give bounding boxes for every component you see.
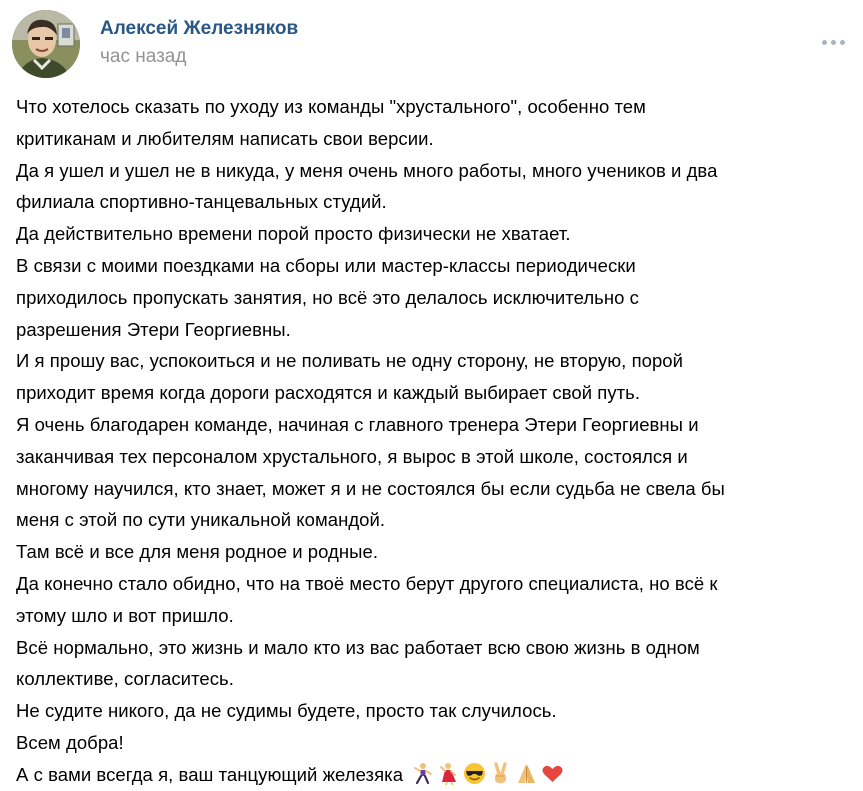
- text-line: меня с этой по сути уникальной командой.: [16, 509, 386, 531]
- red-heart-icon: [541, 762, 564, 785]
- text-line: Да я ушел и ушел не в никуда, у меня очень много работы, много учеников и два: [16, 159, 718, 181]
- author-name-link[interactable]: Алексей Железняков: [100, 18, 299, 39]
- dot-icon: [822, 40, 827, 45]
- text-line: этому шло и вот пришло.: [16, 604, 234, 626]
- text-line: Что хотелось сказать по уходу из команды "хрустального", особенно тем: [16, 96, 646, 117]
- dot-icon: [840, 40, 845, 45]
- woman-dancing-icon: [437, 762, 460, 785]
- text-line: коллективе, согласитесь.: [16, 668, 234, 690]
- text-line: В связи с моими поездками на сборы или мастер-классы периодически: [16, 254, 636, 276]
- post-text: [16, 91, 846, 791]
- dot-icon: [831, 40, 836, 45]
- text-line: И я прошу вас, успокоиться и не поливать не одну сторону, не вторую, порой: [16, 350, 684, 372]
- man-dancing-icon: [411, 762, 434, 785]
- folded-hands-icon: [515, 762, 538, 785]
- last-line-text: А с вами всегда я, ваш танцующий железяка: [16, 763, 404, 785]
- avatar-photo: [12, 10, 80, 78]
- text-line: заканчивая тех персоналом хрустального, я вырос в этой школе, состоялся и: [16, 445, 688, 467]
- text-line: филиала спортивно-танцевальных студий.: [16, 191, 387, 213]
- text-line: критиканам и любителям написать свои версии.: [16, 127, 434, 149]
- text-line: Всем добра!: [16, 731, 124, 753]
- text-line: Да действительно времени порой просто физически не хватает.: [16, 223, 571, 245]
- text-line: приходит время когда дороги расходятся и каждый выбирает свой путь.: [16, 382, 641, 404]
- more-options-button[interactable]: [815, 32, 851, 52]
- sunglasses-face-icon: [463, 762, 486, 785]
- post-header: [12, 8, 851, 82]
- text-line: многому научился, кто знает, может я и не состоялся бы если судьба не свела бы: [16, 477, 725, 499]
- text-line: Да конечно стало обидно, что на твоё место берут другого специалиста, но всё к: [16, 572, 718, 594]
- author-avatar[interactable]: [12, 10, 80, 78]
- post-time-link[interactable]: час назад: [100, 46, 187, 67]
- text-line: приходилось пропускать занятия, но всё это делалось исключительно с: [16, 286, 639, 308]
- text-line: разрешения Этери Георгиевны.: [16, 318, 291, 340]
- text-line: Там всё и все для меня родное и родные.: [16, 541, 379, 563]
- text-line-last: [16, 759, 846, 791]
- author-info: [100, 17, 298, 69]
- victory-hand-icon: [489, 762, 512, 785]
- text-line: Я очень благодарен команде, начиная с главного тренера Этери Георгиевны и: [16, 413, 699, 435]
- emoji-row: [411, 762, 564, 785]
- text-line: Не судите никого, да не судимы будете, просто так случилось.: [16, 700, 557, 722]
- text-line: Всё нормально, это жизнь и мало кто из вас работает всю свою жизнь в одном: [16, 636, 700, 658]
